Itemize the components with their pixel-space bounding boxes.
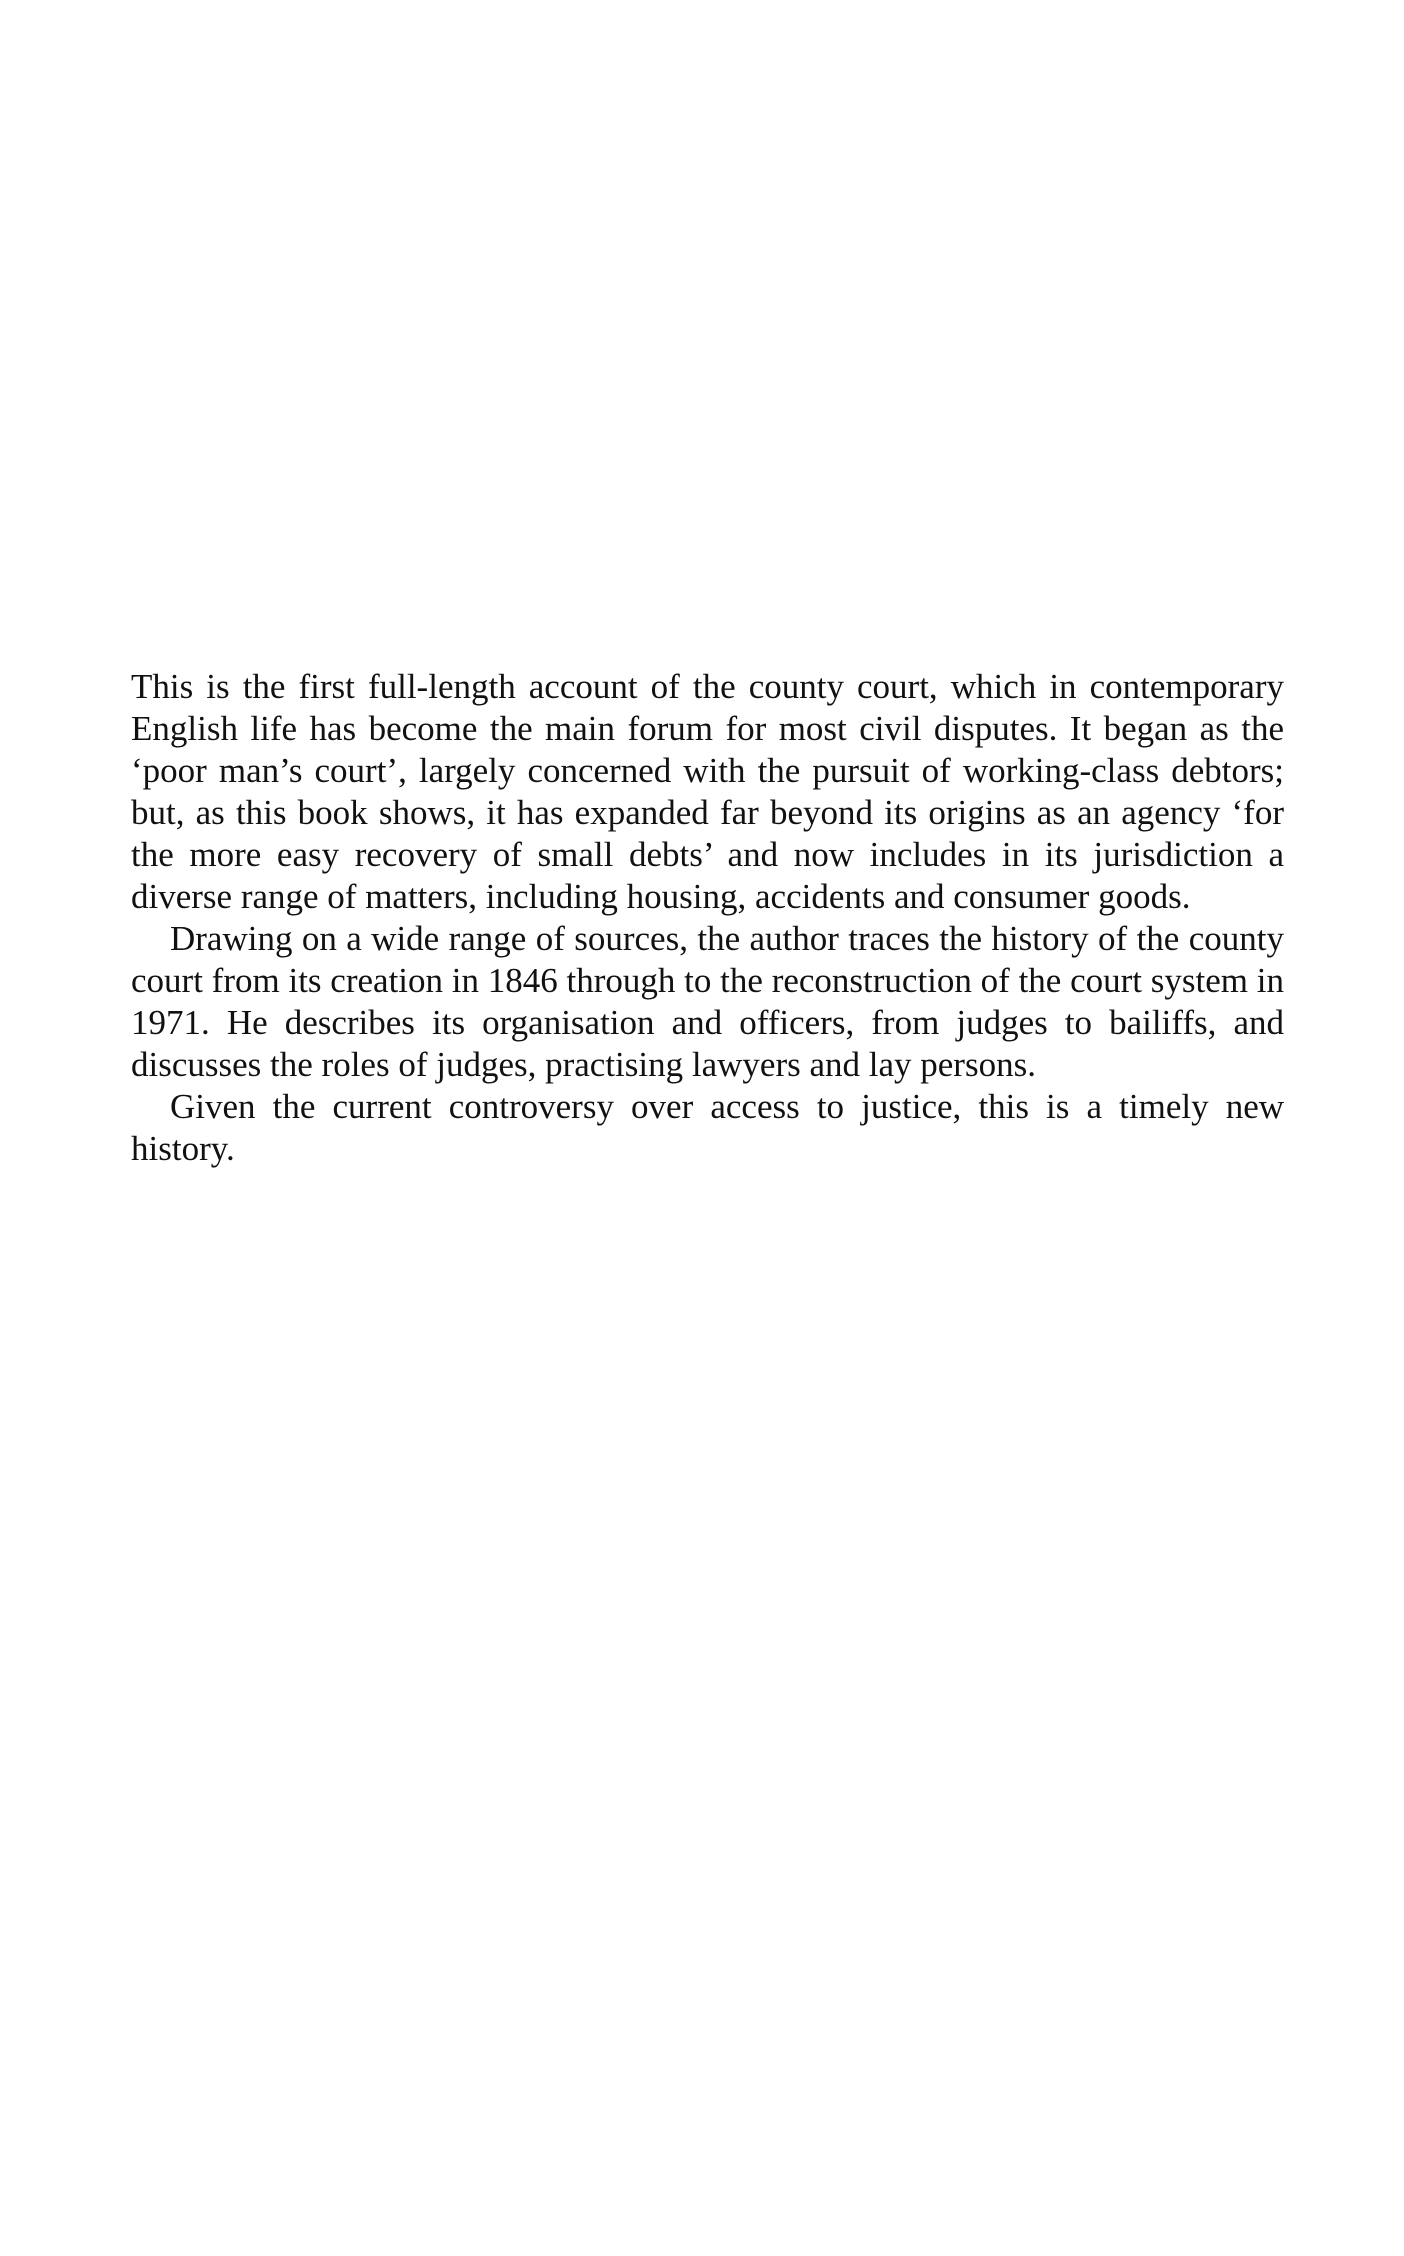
paragraph-conclusion: Given the current controversy over access to justice, this is a timely new history.: [131, 1087, 1284, 1168]
paragraph-intro: This is the first full-length account of the county court, which in contemporary English life has become the main forum for most civil disputes. It began as the ‘poor man’s court’, largely concerned with the pursuit of working-class debtors; but, as this book shows, it has expanded far beyond its origins as an agency ‘for the more easy recovery of small debts’ and now includes in its jurisdiction a diverse range of matters, including housing, accidents and consumer goods.: [131, 667, 1284, 916]
book-description: [131, 666, 1284, 1170]
paragraph-sources: Drawing on a wide range of sources, the author traces the history of the county court from its creation in 1846 through to the reconstruction of the court system in 1971. He describes its organisation and officers, from judges to bailiffs, and discusses the roles of judges, practising lawyers and lay persons.: [131, 919, 1284, 1084]
